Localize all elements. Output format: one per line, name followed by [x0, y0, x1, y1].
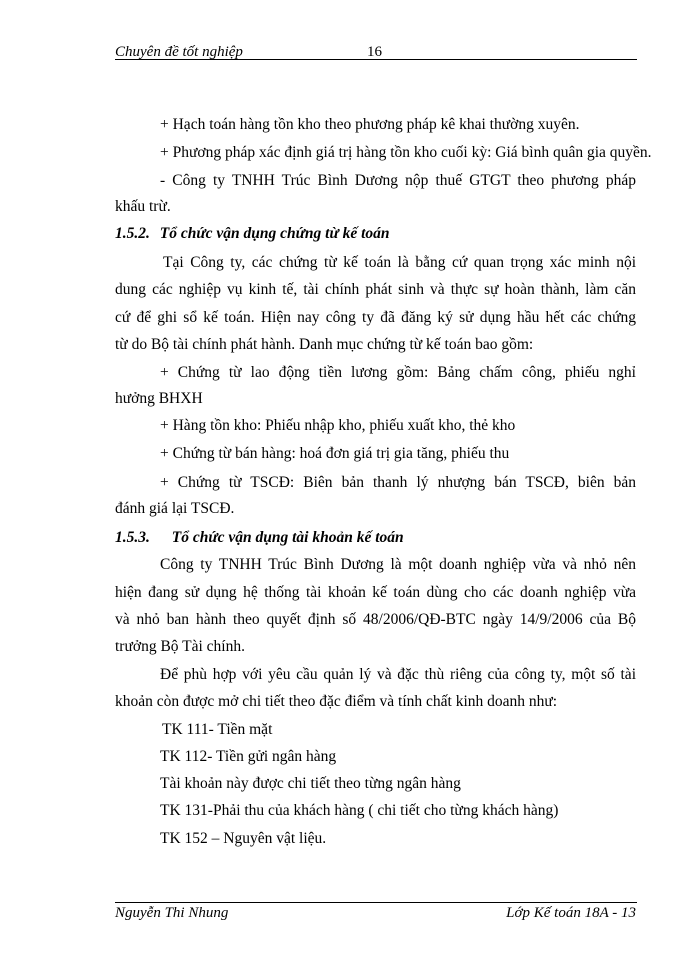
s153-line-11: TK 152 – Nguyên vật liệu. [160, 830, 327, 847]
s153-line-4: trưởng Bộ Tài chính. [115, 638, 245, 655]
header-title: Chuyên đề tốt nghiệp [115, 44, 243, 60]
section-153-number: 1.5.3. [115, 529, 150, 546]
intro-line-1: + Hạch toán hàng tồn kho theo phương pháp kê khai thường xuyên. [160, 116, 580, 133]
s153-line-10: TK 131-Phải thu của khách hàng ( chi tiết cho từng khách hàng) [160, 802, 559, 819]
footer-rule [115, 902, 637, 903]
intro-line-3: - Công ty TNHH Trúc Bình Dương nộp thuế GTGT theo phương pháp [160, 172, 636, 189]
s152-line-2: dung các nghiệp vụ kinh tế, tài chính phát sinh và thực sự hoàn thành, làm căn [115, 281, 636, 298]
s152-line-10: đánh giá lại TSCĐ. [115, 500, 235, 517]
intro-line-4: khấu trừ. [115, 198, 171, 215]
header-page-number: 16 [367, 44, 382, 60]
s153-line-7: TK 111- Tiền mặt [162, 721, 273, 738]
s152-line-7: + Hàng tồn kho: Phiếu nhập kho, phiếu xuất kho, thẻ kho [160, 417, 516, 434]
s153-line-1: Công ty TNHH Trúc Bình Dương là một doanh nghiệp vừa và nhỏ nên [160, 556, 636, 573]
footer-author: Nguyễn Thi Nhung [115, 905, 229, 921]
s152-line-6: hưởng BHXH [115, 390, 203, 407]
s153-line-2: hiện đang sử dụng hệ thống tài khoản kế toán dùng cho các doanh nghiệp vừa [115, 584, 636, 601]
section-153-title: Tổ chức vận dụng tài khoản kế toán [171, 529, 404, 546]
s153-line-8: TK 112- Tiền gửi ngân hàng [160, 748, 337, 765]
s153-line-5: Để phù hợp với yêu cầu quản lý và đặc thù riêng của công ty, một số tài [160, 666, 636, 683]
intro-line-2: + Phương pháp xác định giá trị hàng tồn kho cuối kỳ: Giá bình quân gia quyền. [160, 144, 652, 161]
s153-line-3: và nhỏ ban hành theo quyết định số 48/2006/QĐ-BTC ngày 14/9/2006 của Bộ [115, 611, 636, 628]
page-header [115, 44, 637, 60]
s152-line-4: từ do Bộ tài chính phát hành. Danh mục chứng từ kế toán bao gồm: [115, 336, 534, 353]
s152-line-9: + Chứng từ TSCĐ: Biên bản thanh lý nhượng bán TSCĐ, biên bản [160, 474, 636, 491]
section-152-title: Tổ chức vận dụng chứng từ kế toán [159, 225, 390, 242]
s152-line-1: Tại Công ty, các chứng từ kế toán là bằng cứ quan trọng xác minh nội [163, 254, 636, 271]
section-152-heading [115, 224, 390, 244]
s152-line-5: + Chứng từ lao động tiền lương gồm: Bảng chấm công, phiếu nghỉ [160, 364, 636, 381]
section-153-heading [115, 528, 404, 548]
s153-line-9: Tài khoản này được chi tiết theo từng ngân hàng [160, 775, 461, 792]
s152-line-8: + Chứng từ bán hàng: hoá đơn giá trị gia tăng, phiếu thu [160, 445, 510, 462]
s152-line-3: cứ để ghi sổ kế toán. Hiện nay công ty đã đăng ký sử dụng hầu hết các chứng [115, 309, 636, 326]
header-rule [115, 59, 637, 60]
s153-line-6: khoản còn được mở chi tiết theo đặc điểm và tính chất kinh doanh như: [115, 693, 558, 710]
footer-class: Lớp Kế toán 18A - 13 [506, 905, 636, 921]
section-152-number: 1.5.2. [115, 225, 150, 242]
